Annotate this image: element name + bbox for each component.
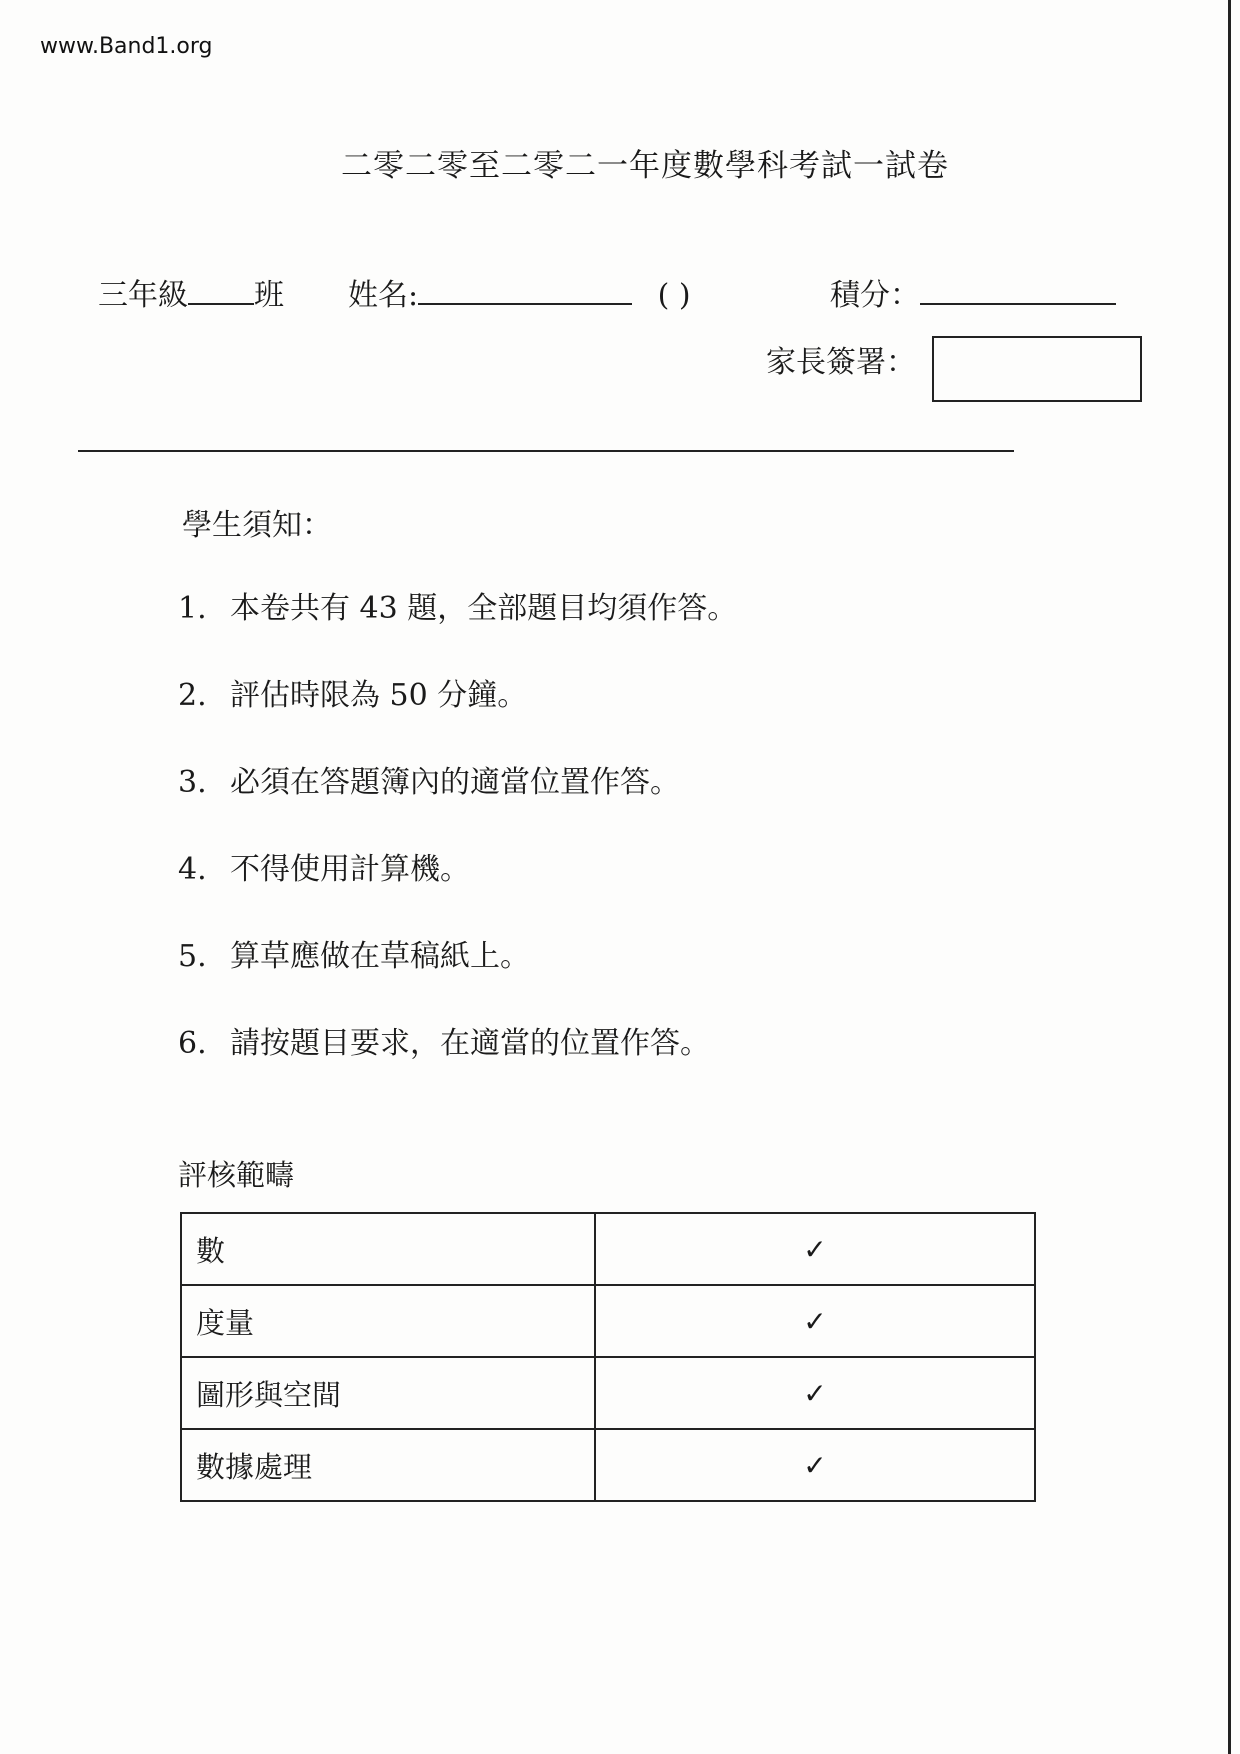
rule-item — [178, 583, 737, 670]
rule-text: 評估時限為 50 分鐘。 — [230, 678, 528, 713]
divider-line — [78, 450, 1014, 452]
table-row — [181, 1429, 1035, 1501]
class-label: 班 — [254, 278, 284, 313]
rule-number: 4. — [178, 852, 207, 887]
check-icon: ✓ — [595, 1285, 1035, 1357]
score-blank[interactable] — [920, 273, 1116, 305]
name-field — [348, 270, 691, 314]
check-icon: ✓ — [595, 1429, 1035, 1501]
table-row — [181, 1285, 1035, 1357]
rule-text: 算草應做在草稿紙上。 — [230, 939, 530, 974]
exam-title: 二零二零至二零二一年度數學科考試一試卷 — [341, 148, 949, 184]
assessment-scope-title: 評核範疇 — [178, 1158, 295, 1192]
table-row — [181, 1213, 1035, 1285]
rule-item — [178, 670, 737, 757]
parent-sign-label: 家長簽署： — [766, 345, 916, 380]
notice-title: 學生須知： — [182, 508, 332, 543]
name-label: 姓名: — [348, 278, 419, 313]
parent-signature-box[interactable] — [932, 336, 1142, 402]
grade-label: 三年級 — [98, 278, 188, 313]
watermark-url: www.Band1.org — [40, 34, 213, 59]
check-icon: ✓ — [595, 1213, 1035, 1285]
rule-number: 1. — [178, 591, 207, 626]
assessment-scope-table — [180, 1212, 1036, 1502]
notice-rules — [178, 583, 737, 1105]
rule-text: 本卷共有 43 題，全部題目均須作答。 — [230, 591, 738, 626]
grade-class-field — [98, 270, 284, 314]
rule-text: 必須在答題簿內的適當位置作答。 — [230, 765, 680, 800]
rule-number: 6. — [178, 1026, 207, 1061]
rule-text: 請按題目要求，在適當的位置作答。 — [230, 1026, 710, 1061]
rule-number: 2. — [178, 678, 207, 713]
rule-number: 3. — [178, 765, 207, 800]
rule-item — [178, 757, 737, 844]
name-blank[interactable] — [418, 273, 632, 305]
class-blank[interactable] — [188, 273, 254, 305]
scan-edge — [1228, 0, 1231, 1754]
rule-item — [178, 844, 737, 931]
scope-area: 度量 — [181, 1285, 595, 1357]
scope-area: 數據處理 — [181, 1429, 595, 1501]
check-icon: ✓ — [595, 1357, 1035, 1429]
scope-area: 圖形與空間 — [181, 1357, 595, 1429]
rule-item — [178, 931, 737, 1018]
score-label: 積分： — [830, 278, 920, 313]
rule-item — [178, 1018, 737, 1105]
rule-number: 5. — [178, 939, 207, 974]
score-field — [830, 270, 1116, 314]
rule-text: 不得使用計算機。 — [230, 852, 470, 887]
scope-area: 數 — [181, 1213, 595, 1285]
class-number-brackets[interactable]: ( ) — [657, 278, 691, 313]
table-row — [181, 1357, 1035, 1429]
